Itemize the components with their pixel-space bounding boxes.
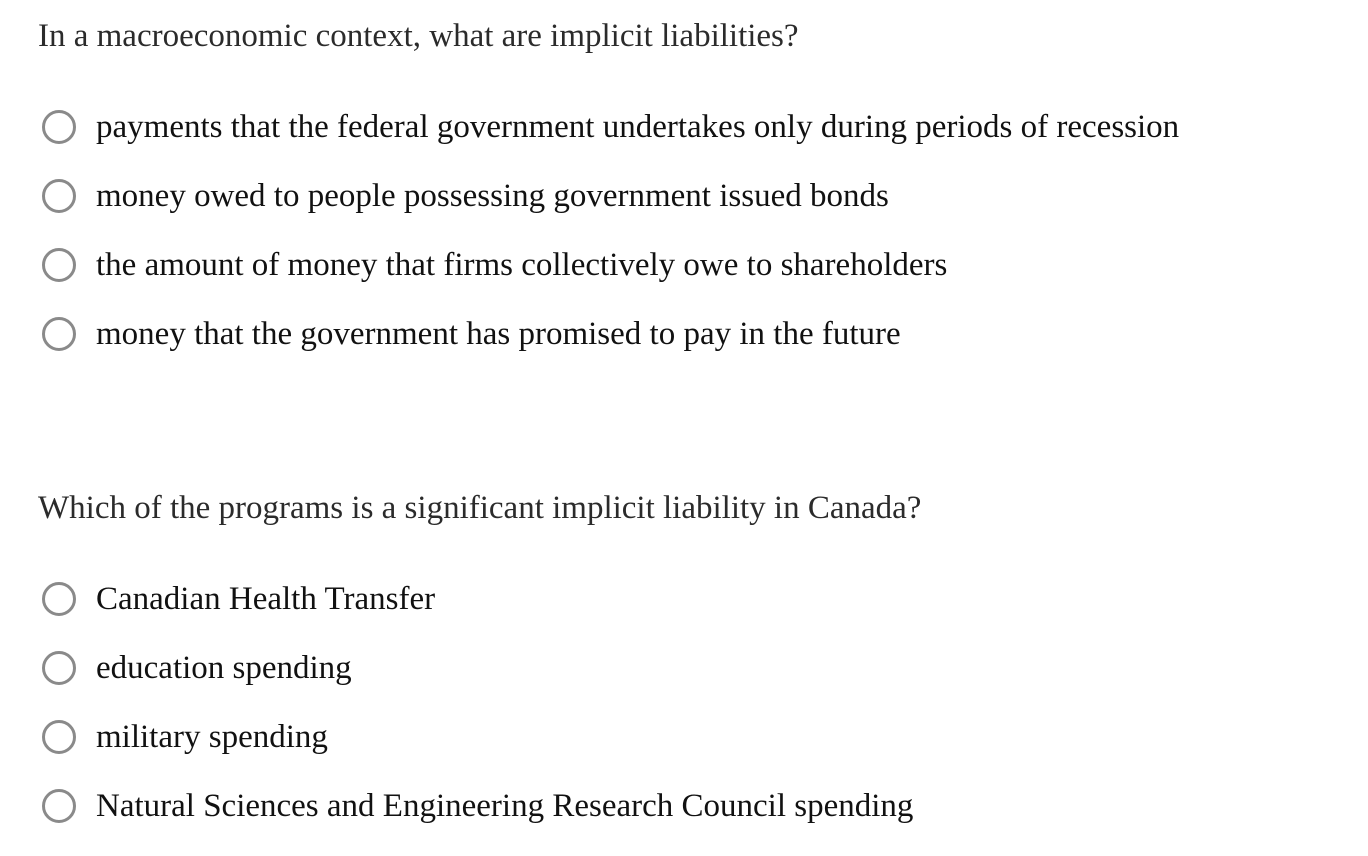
radio-button[interactable] (42, 582, 76, 616)
radio-button[interactable] (42, 317, 76, 351)
question-2-option-3[interactable] (42, 718, 913, 787)
radio-button[interactable] (42, 179, 76, 213)
option-label[interactable]: Canadian Health Transfer (96, 581, 436, 617)
question-2-option-1[interactable] (42, 580, 913, 649)
radio-button[interactable] (42, 789, 76, 823)
question-2-option-4[interactable] (42, 787, 913, 856)
question-1-option-4[interactable] (42, 315, 1179, 384)
question-1-option-2[interactable] (42, 177, 1179, 246)
option-label[interactable]: Natural Sciences and Engineering Research Council spending (96, 788, 914, 824)
question-2-option-2[interactable] (42, 649, 913, 718)
radio-button[interactable] (42, 720, 76, 754)
option-label[interactable]: money owed to people possessing government issued bonds (96, 178, 889, 214)
question-1-option-1[interactable] (42, 108, 1179, 177)
radio-button[interactable] (42, 110, 76, 144)
option-label[interactable]: the amount of money that firms collectively owe to shareholders (96, 247, 948, 283)
option-label[interactable]: education spending (96, 650, 352, 686)
radio-button[interactable] (42, 651, 76, 685)
option-label[interactable]: money that the government has promised to pay in the future (96, 316, 901, 352)
question-1-prompt: In a macroeconomic context, what are implicit liabilities? (38, 18, 799, 54)
question-1-options (42, 108, 1179, 384)
option-label[interactable]: payments that the federal government undertakes only during periods of recession (96, 109, 1180, 145)
option-label[interactable]: military spending (96, 719, 328, 755)
question-2-options (42, 580, 913, 856)
radio-button[interactable] (42, 248, 76, 282)
question-2-prompt: Which of the programs is a significant implicit liability in Canada? (38, 490, 922, 526)
question-1-option-3[interactable] (42, 246, 1179, 315)
